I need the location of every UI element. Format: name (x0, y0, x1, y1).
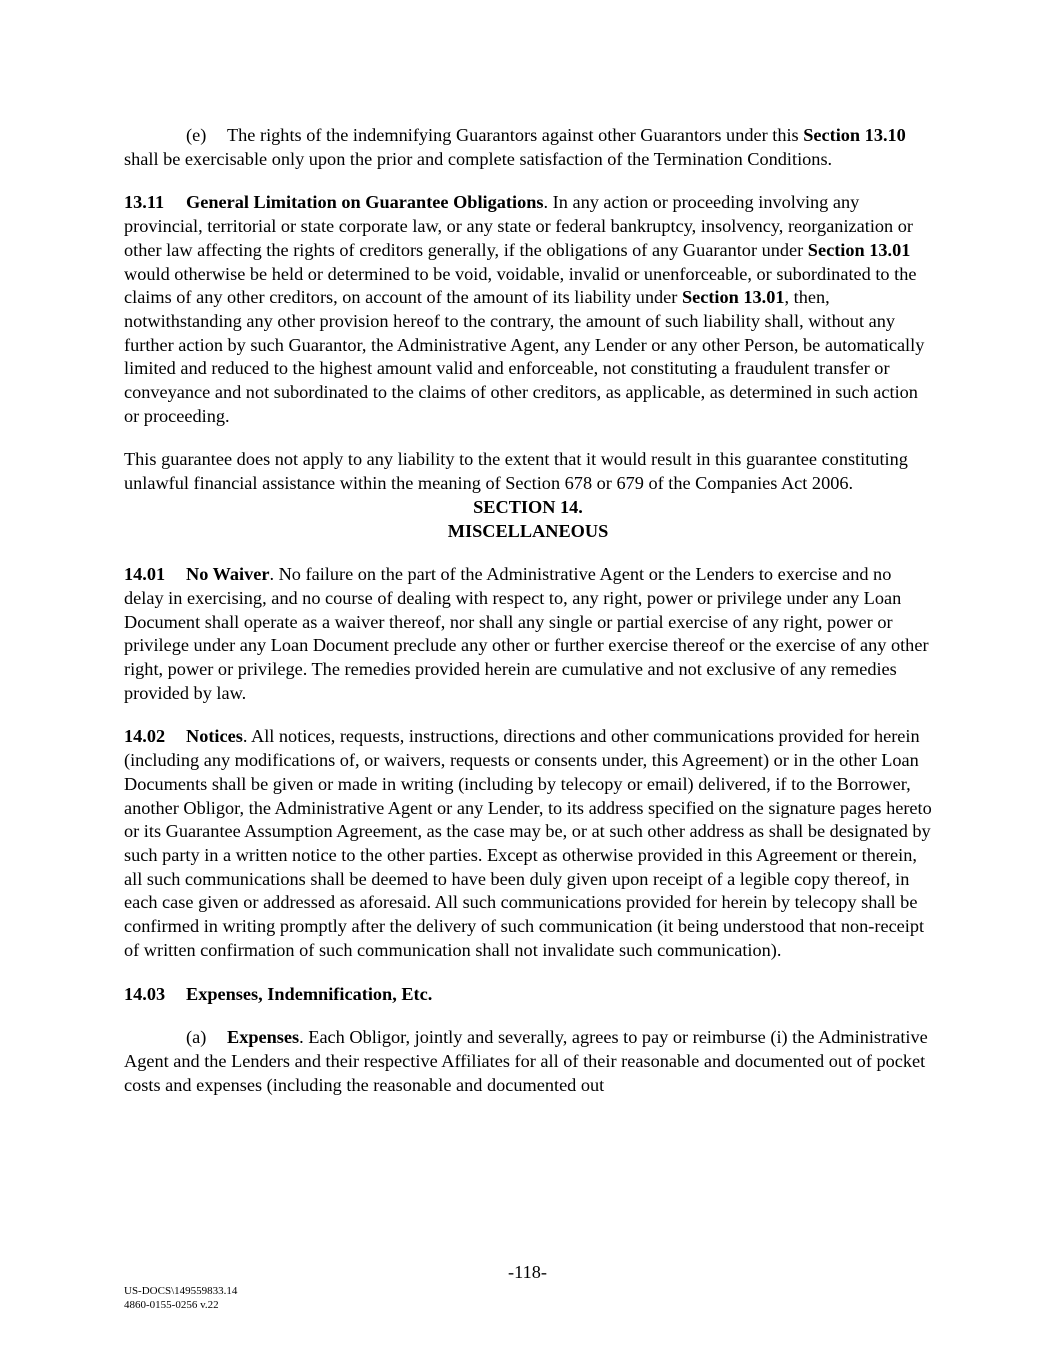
document-version-line: 4860-0155-0256 v.22 (124, 1299, 219, 1311)
paragraph-label: (e) (186, 125, 207, 145)
section-heading: General Limitation on Guarantee Obligations (186, 192, 544, 213)
page-number: -118- (508, 1262, 547, 1282)
section-reference: Section 13.01 (807, 239, 911, 260)
section-14-03 (124, 983, 932, 1007)
section-heading: No Waiver (186, 564, 270, 585)
section-14-02: 14.02 Notices. All notices, requests, instructions, directions and other communications provided for herein (including any modifications of, or waivers, requests or consents under, this Agreement) or in the other Loan Documents shall be given or made in writing (including by telecopy or email) delivered, if to the Borrower, another Obligor, the Administrative Agent or any Lender, to its address specified on the signature pages hereto or its Guarantee Assumption Agreement, as the case may be, or at such other address as shall be designated by such party in a written notice to the other parties. Except as otherwise provided in this Agreement or therein, all such communications shall be deemed to have been duly given upon receipt of a legible copy thereof, in each case given or addressed as aforesaid. All such communications provided for herein by telecopy shall be confirmed in writing promptly after the delivery of such communication (it being understood that non-receipt of written confirmation of such communication shall not invalidate such communication). (124, 726, 932, 960)
section-number: 14.02 (124, 726, 166, 747)
section-reference: Section 13.01 (681, 287, 785, 308)
document-body (124, 124, 932, 1097)
document-id (124, 1284, 237, 1312)
section-heading: Notices (186, 726, 243, 747)
section-14-title: SECTION 14. (473, 496, 583, 517)
section-14-subtitle: MISCELLANEOUS (447, 520, 609, 541)
section-number: 14.01 (124, 564, 166, 585)
section-reference: Section 13.10 (803, 125, 906, 145)
paragraph-a: (a) Expenses. Each Obligor, jointly and severally, agrees to pay or reimburse (i) the Administrative Agent and the Lenders and their respective Affiliates for all of their reasonable and documented out of pocket costs and expenses (including the reasonable and documented out (124, 1027, 928, 1095)
section-heading: Expenses, Indemnification, Etc. (186, 983, 433, 1004)
section-number: 14.03 (124, 983, 166, 1004)
guarantee-paragraph: This guarantee does not apply to any liability to the extent that it would result in this guarantee constituting unlawful financial assistance within the meaning of Section 678 or 679 of the Companies Act 2006. (124, 449, 908, 494)
paragraph-e: (e) The rights of the indemnifying Guarantors against other Guarantors under this Section 13.10 shall be exercisable only upon the prior and complete satisfaction of the Termination Conditions. (124, 125, 906, 169)
paragraph-label: (a) (186, 1027, 207, 1048)
paragraph-heading: Expenses (227, 1027, 300, 1048)
document-id-line: US-DOCS\149559833.14 (124, 1285, 238, 1297)
section-14-01: 14.01 No Waiver. No failure on the part of the Administrative Agent or the Lenders to exercise and no delay in exercising, and no course of dealing with respect to, any right, power or privilege under any Loan Document shall operate as a waiver thereof, nor shall any single or partial exercise of any right, power or privilege under any Loan Document preclude any other or further exercise thereof or the exercise of any other right, power or privilege. The remedies provided herein are cumulative and not exclusive of any remedies provided by law. (124, 564, 929, 703)
section-number: 13.11 (124, 192, 165, 213)
section-13-11: 13.11 General Limitation on Guarantee Obligations. In any action or proceeding involving any provincial, territorial or state corporate law, or any state or federal bankruptcy, insolvency, reorganization or other law affecting the rights of creditors generally, if the obligations of any Guarantor under Section 13.01 would otherwise be held or determined to be void, voidable, invalid or unenforceable, or subordinated to the claims of any other creditors, on account of the amount of its liability under Section 13.01, then, notwithstanding any other provision hereof to the contrary, the amount of such liability shall, without any further action by such Guarantor, the Administrative Agent, any Lender or any other Person, be automatically limited and reduced to the highest amount valid and enforceable, not constituting a fraudulent transfer or conveyance and not subordinated to the claims of other creditors, as applicable, as determined in such action or proceeding. (124, 192, 925, 426)
